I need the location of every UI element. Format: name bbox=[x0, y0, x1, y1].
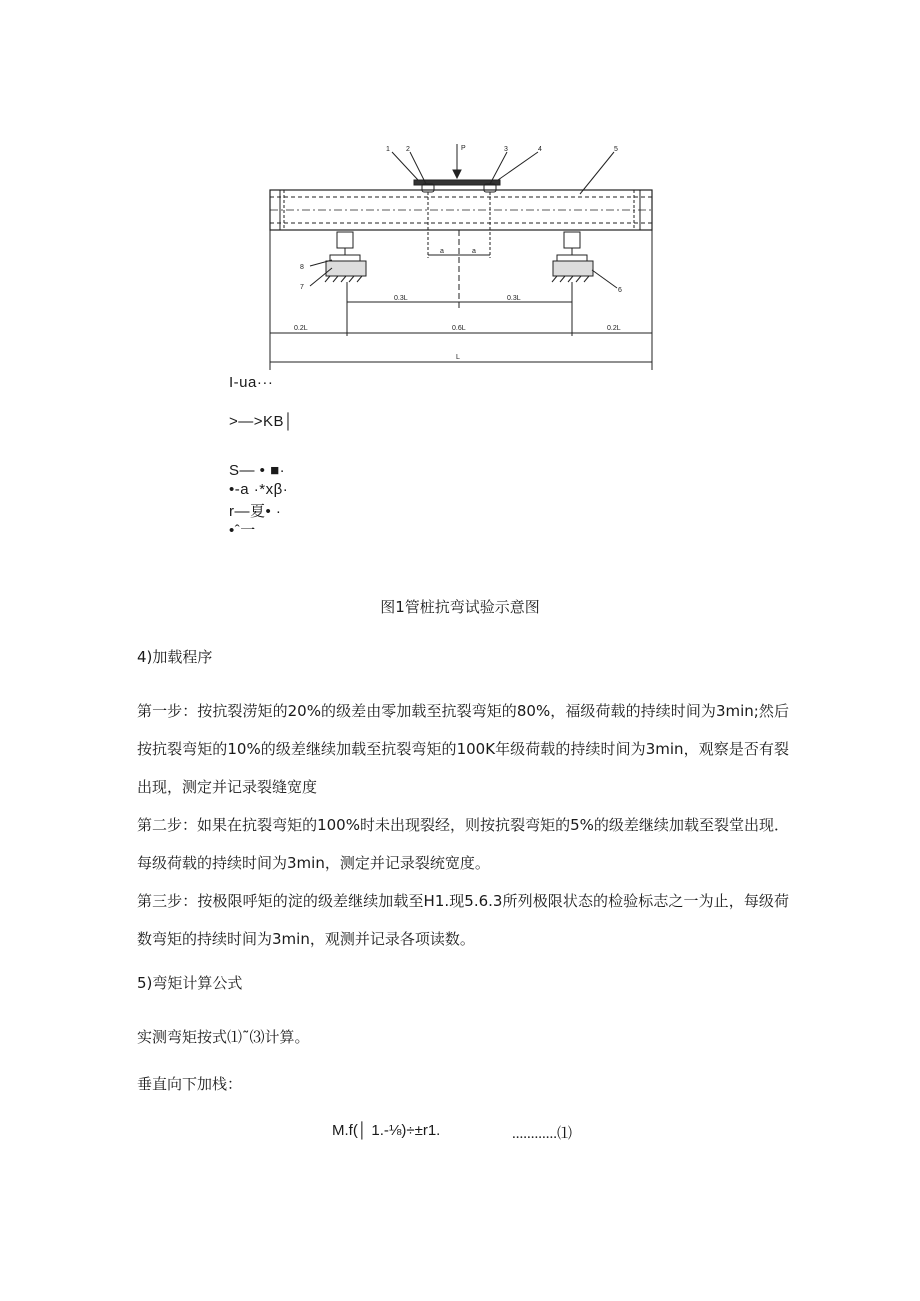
part-number: 6 bbox=[618, 287, 622, 294]
paragraph-formula-intro: 实测弯矩按式⑴˜⑶计算。 bbox=[137, 1028, 310, 1046]
paragraph-step-3: 第三步：按极限呼矩的淀的级差继续加载至H1.现5.6.3所列极限状态的检验标志之一为止，每级荷数弯矩的持续时间为3min，观测并记录各项读数。 bbox=[137, 892, 789, 948]
right-support-cushion bbox=[564, 232, 580, 248]
figure-legend-line: S— • ■· bbox=[229, 462, 286, 479]
figure-caption: 图1管桩抗弯试验示意图 bbox=[380, 598, 540, 616]
dim-label: a bbox=[440, 248, 444, 255]
part-number: 8 bbox=[300, 264, 304, 271]
pile-bending-test-diagram bbox=[262, 140, 662, 370]
part-number: 1 bbox=[386, 146, 390, 153]
left-support-block bbox=[330, 255, 360, 261]
dim-label: 0.2L bbox=[607, 325, 621, 332]
paragraph-step-2: 第二步：如果在抗裂弯矩的100%时未出现裂经，则按抗裂弯矩的5%的级差继续加载至裂堂出现．每级荷载的持续时间为3min，测定并记录裂统宽度。 bbox=[137, 816, 789, 872]
figure-legend-line: I-ua··· bbox=[229, 374, 274, 391]
figure-legend-line: >—>KB│ bbox=[229, 413, 294, 430]
dim-label: 0.3L bbox=[394, 295, 408, 302]
left-support-cushion bbox=[337, 232, 353, 248]
right-support-base bbox=[553, 261, 593, 276]
paragraph-vertical-loading: 垂直向下加栈： bbox=[137, 1075, 243, 1093]
figure-legend-line: •-a ·*xβ· bbox=[229, 481, 289, 498]
figure-legend-line: r—夏• · bbox=[229, 503, 282, 520]
formula-number: ............⑴ bbox=[512, 1126, 573, 1142]
dim-label: L bbox=[456, 354, 460, 361]
dim-label: a bbox=[472, 248, 476, 255]
section-heading-loading-procedure: 4)加载程序 bbox=[137, 648, 213, 666]
formula-expression: M.f(│ 1.-⅛)÷±r1. bbox=[332, 1122, 441, 1139]
part-number: 5 bbox=[614, 146, 618, 153]
dim-label: 0.3L bbox=[507, 295, 521, 302]
load-label: P bbox=[461, 145, 466, 152]
section-heading-moment-formula: 5)弯矩计算公式 bbox=[137, 974, 243, 992]
dim-label: 0.6L bbox=[452, 325, 466, 332]
paragraph-step-1: 第一步：按抗裂涝矩的20%的级差由零加载至抗裂弯矩的80%，福级荷载的持续时间为3min;然后按抗裂弯矩的10%的级差继续加载至抗裂弯矩的100K年级荷载的持续时间为3min，观察是否有裂出现，测定并记录裂缝宽度 bbox=[137, 702, 789, 796]
part-number: 7 bbox=[300, 284, 304, 291]
figure-legend-line: •ˆ一 bbox=[229, 522, 256, 539]
right-support-block bbox=[557, 255, 587, 261]
part-number: 3 bbox=[504, 146, 508, 153]
dim-label: 0.2L bbox=[294, 325, 308, 332]
part-number: 2 bbox=[406, 146, 410, 153]
part-number: 4 bbox=[538, 146, 542, 153]
